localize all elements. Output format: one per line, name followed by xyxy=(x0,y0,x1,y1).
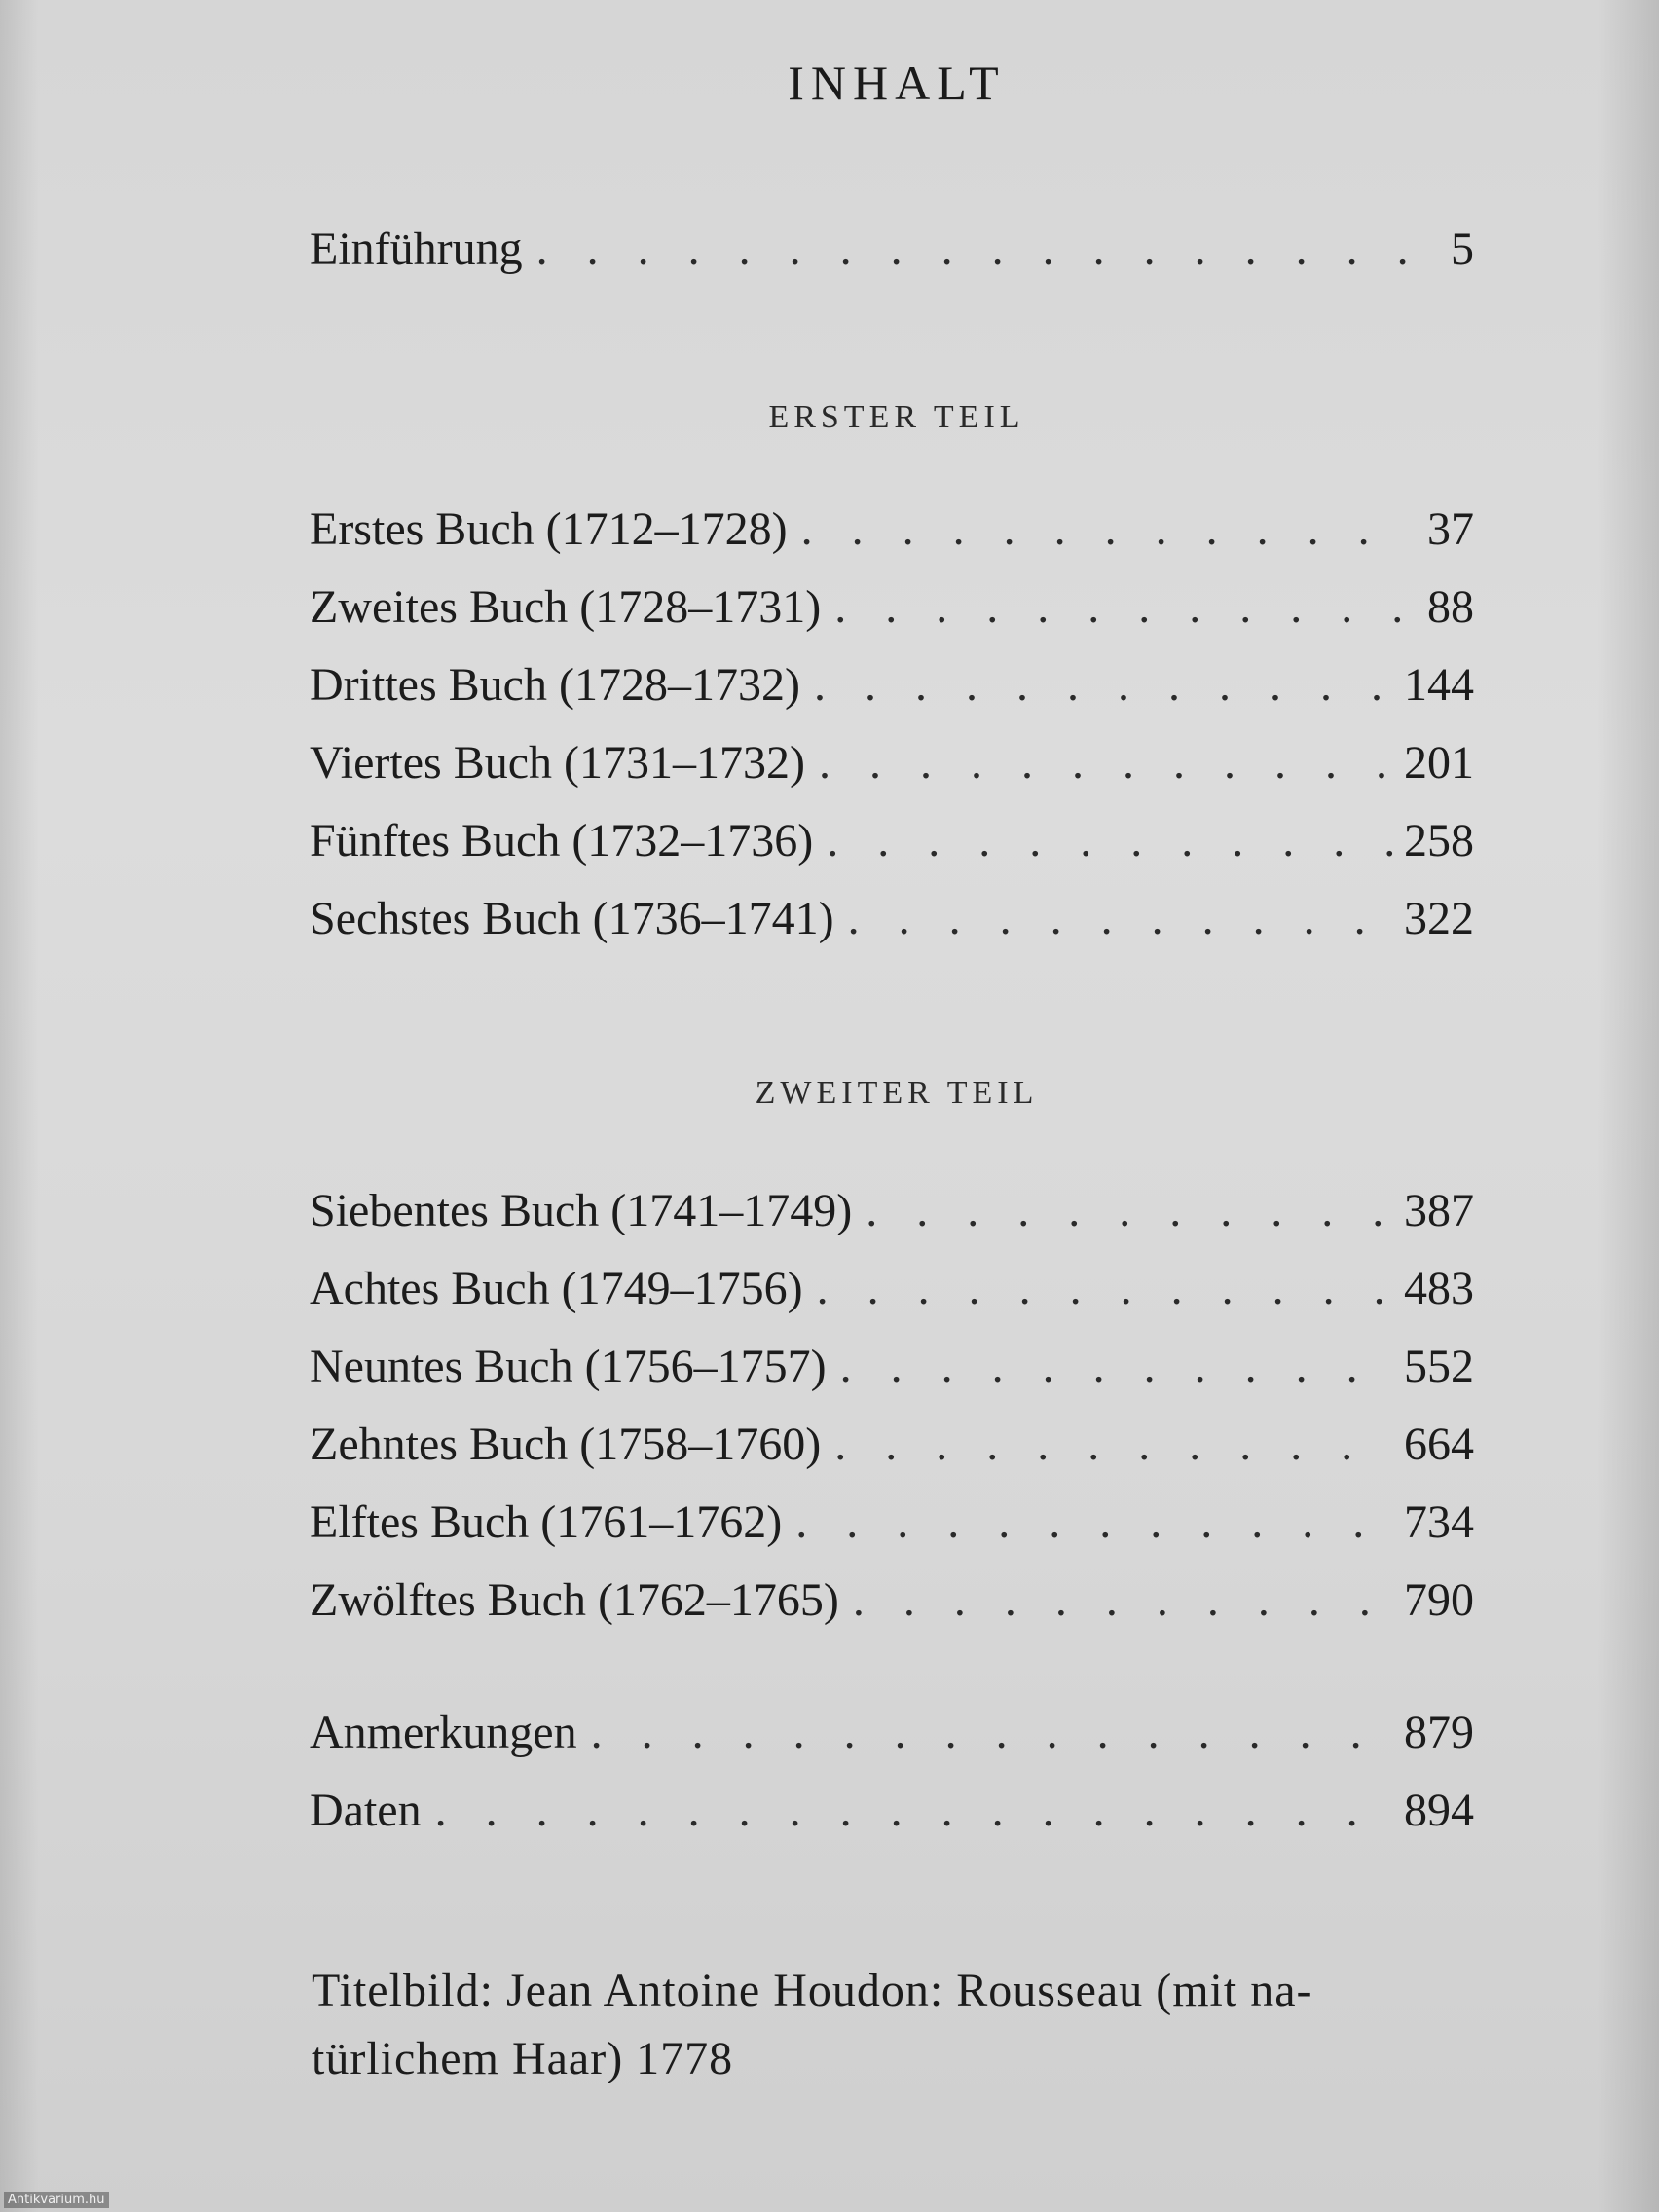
toc-entry xyxy=(310,1418,1474,1476)
toc-entry-label: Fünftes Buch (1732–1736) xyxy=(310,815,814,866)
dot-leader xyxy=(866,1184,1394,1237)
dot-leader xyxy=(536,222,1406,276)
toc-entry-page: 790 xyxy=(1404,1574,1474,1626)
page-title: INHALT xyxy=(788,55,1006,110)
toc-entry-label: Viertes Buch (1731–1732) xyxy=(310,737,806,789)
toc-entry xyxy=(310,1184,1474,1242)
toc-entry xyxy=(310,814,1474,872)
toc-entry-page: 322 xyxy=(1404,893,1474,944)
toc-entry-label: Anmerkungen xyxy=(310,1707,577,1758)
frontispiece-caption xyxy=(312,1957,1480,2093)
toc-entry-page: 201 xyxy=(1404,737,1474,789)
toc-entry-page: 258 xyxy=(1404,815,1474,866)
site-watermark: Antikvarium.hu xyxy=(4,2192,109,2208)
toc-entry-page: 483 xyxy=(1404,1263,1474,1314)
toc-entry xyxy=(310,580,1474,639)
dot-leader xyxy=(848,892,1394,945)
section-heading-part1: ERSTER TEIL xyxy=(768,399,1025,435)
toc-entry xyxy=(310,1495,1474,1554)
toc-entry-page: 879 xyxy=(1404,1707,1474,1758)
toc-entry-dates xyxy=(310,1784,1474,1842)
toc-entry-page: 894 xyxy=(1404,1785,1474,1836)
toc-entry-label: Erstes Buch (1712–1728) xyxy=(310,503,788,555)
dot-leader xyxy=(795,1495,1394,1549)
toc-entry-label: Einführung xyxy=(310,223,523,275)
toc-entry xyxy=(310,658,1474,717)
dot-leader xyxy=(591,1706,1394,1759)
dot-leader xyxy=(840,1340,1394,1393)
dot-leader xyxy=(435,1784,1394,1837)
toc-entry-intro xyxy=(310,222,1474,280)
dot-leader xyxy=(819,736,1394,790)
section-heading-part2: ZWEITER TEIL xyxy=(755,1075,1039,1111)
toc-entry-page: 5 xyxy=(1451,223,1474,275)
toc-entry-label: Neuntes Buch (1756–1757) xyxy=(310,1341,827,1392)
toc-entry-page: 734 xyxy=(1404,1496,1474,1548)
toc-entry-label: Zweites Buch (1728–1731) xyxy=(310,581,822,633)
dot-leader xyxy=(834,580,1406,634)
toc-entry xyxy=(310,502,1474,561)
dot-leader xyxy=(853,1573,1394,1627)
toc-entry-label: Zwölftes Buch (1762–1765) xyxy=(310,1574,839,1626)
dot-leader xyxy=(814,658,1394,712)
toc-entry-label: Elftes Buch (1761–1762) xyxy=(310,1496,783,1548)
toc-entry-label: Drittes Buch (1728–1732) xyxy=(310,659,800,711)
toc-entry-page: 144 xyxy=(1404,659,1474,711)
caption-line-2: türlichem Haar) 1778 xyxy=(312,2033,734,2084)
toc-entry-label: Zehntes Buch (1758–1760) xyxy=(310,1419,822,1470)
dot-leader xyxy=(817,1262,1394,1315)
toc-entry-notes xyxy=(310,1706,1474,1764)
toc-entry-label: Achtes Buch (1749–1756) xyxy=(310,1263,803,1314)
toc-entry-page: 552 xyxy=(1404,1341,1474,1392)
toc-entry xyxy=(310,736,1474,794)
toc-entry-page: 37 xyxy=(1427,503,1474,555)
toc-entry xyxy=(310,1573,1474,1632)
dot-leader xyxy=(827,814,1394,867)
toc-entry-label: Siebentes Buch (1741–1749) xyxy=(310,1185,853,1236)
toc-entry xyxy=(310,892,1474,950)
toc-entry-page: 664 xyxy=(1404,1419,1474,1470)
caption-line-1: Titelbild: Jean Antoine Houdon: Rousseau (mit na- xyxy=(312,1965,1313,2016)
toc-entry xyxy=(310,1340,1474,1398)
toc-entry-label: Sechstes Buch (1736–1741) xyxy=(310,893,834,944)
toc-entry-page: 88 xyxy=(1427,581,1474,633)
dot-leader xyxy=(801,502,1406,556)
toc-entry-page: 387 xyxy=(1404,1185,1474,1236)
toc-entry-label: Daten xyxy=(310,1785,422,1836)
toc-entry xyxy=(310,1262,1474,1320)
dot-leader xyxy=(834,1418,1394,1471)
